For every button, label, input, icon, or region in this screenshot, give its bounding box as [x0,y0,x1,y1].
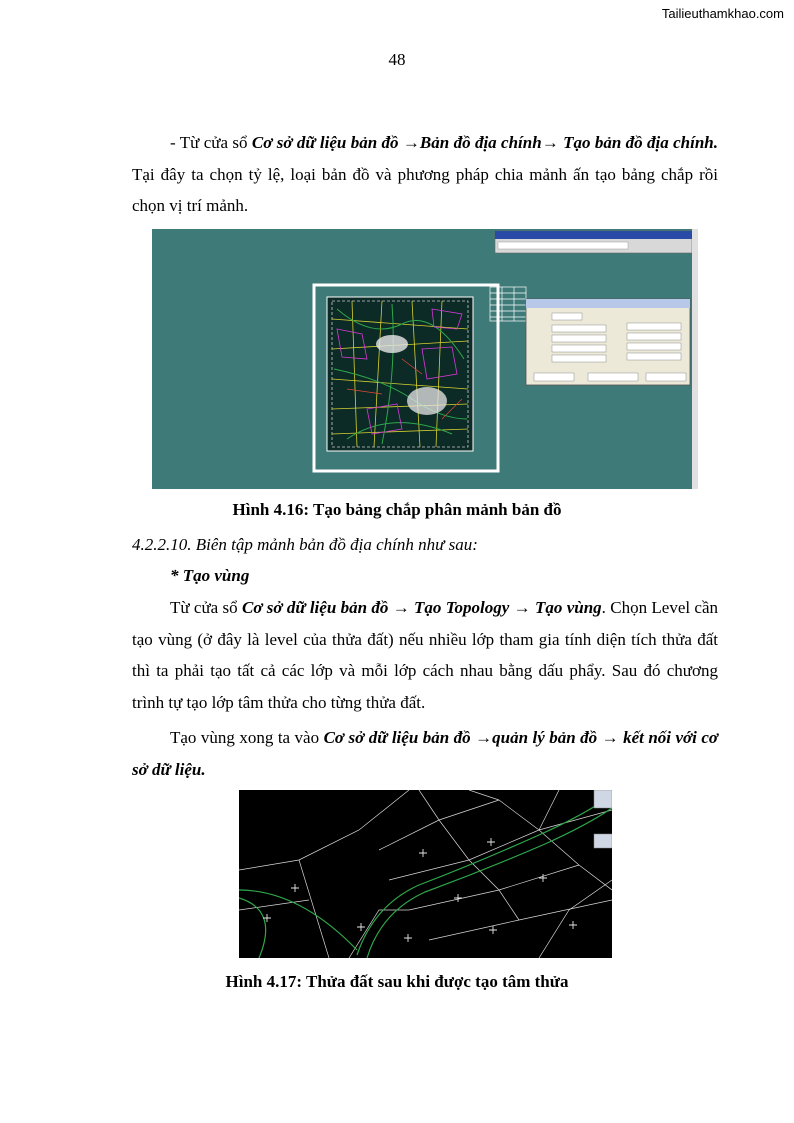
parcel-graphic [239,790,612,958]
para1-arrow-1: → [398,133,420,152]
para1-bold-3: Tạo bản đồ địa chính. [563,133,718,152]
para3-arrow-1: → [470,728,493,747]
watermark: Tailieuthamkhao.com [661,6,784,21]
para3-text-1: Tạo vùng xong ta vào [170,728,324,747]
figure-parcel-centroids-screenshot [239,790,612,958]
para2-bold-2: Tạo Topology [414,598,510,617]
section-heading: 4.2.2.10. Biên tập mảnh bản đồ địa chính như sau: [132,535,478,554]
para2-bold-3: Tạo vùng [535,598,602,617]
para3-arrow-2: → [597,728,624,747]
map-sheet-graphic [152,229,698,489]
para2-arrow-2: → [509,598,535,617]
para2-text-2: . Chọn Level cần tạo vùng (ở đây là level của thửa đất) nếu nhiều lớp tham gia tính diện tích thửa đất thì ta phải tạo tất cả các lớp và mỗi lớp cách nhau bằng dấu phẩy. Sau đó chương trình tự tạo lớp tâm thửa cho từng thửa đất. [132,598,719,712]
para2-text-1: Từ cửa sổ [170,598,242,617]
para1-text-1: - Từ cửa sổ [170,133,252,152]
figure-map-sheet-screenshot [152,229,698,489]
paragraph-3 [132,722,718,785]
subheading-tao-vung: * Tạo vùng [170,566,250,585]
para3-bold-3: kết nối với cơ sở dữ liệu. [132,728,719,779]
page-number: 48 [388,50,406,69]
para2-arrow-1: → [388,598,415,617]
para3-bold-2: quản lý bản đồ [492,728,598,747]
paragraph-2 [132,592,718,718]
para1-bold-1: Cơ sở dữ liệu bản đồ [251,133,399,152]
para1-arrow-2: → [541,133,564,152]
para1-bold-2: Bản đồ địa chính [419,133,542,152]
figure1-caption: Hình 4.16: Tạo bảng chắp phân mảnh bản đồ [232,500,562,519]
paragraph-1 [132,127,718,222]
para1-text-2: Tại đây ta chọn tỷ lệ, loại bản đồ và phương pháp chia mảnh ấn tạo bảng chắp rồi chọn vị trí mảnh. [132,164,718,215]
figure2-caption: Hình 4.17: Thửa đất sau khi được tạo tâm thửa [225,972,569,991]
para2-bold-1: Cơ sở dữ liệu bản đồ [241,598,389,617]
para3-bold-1: Cơ sở dữ liệu bản đồ [323,728,471,747]
